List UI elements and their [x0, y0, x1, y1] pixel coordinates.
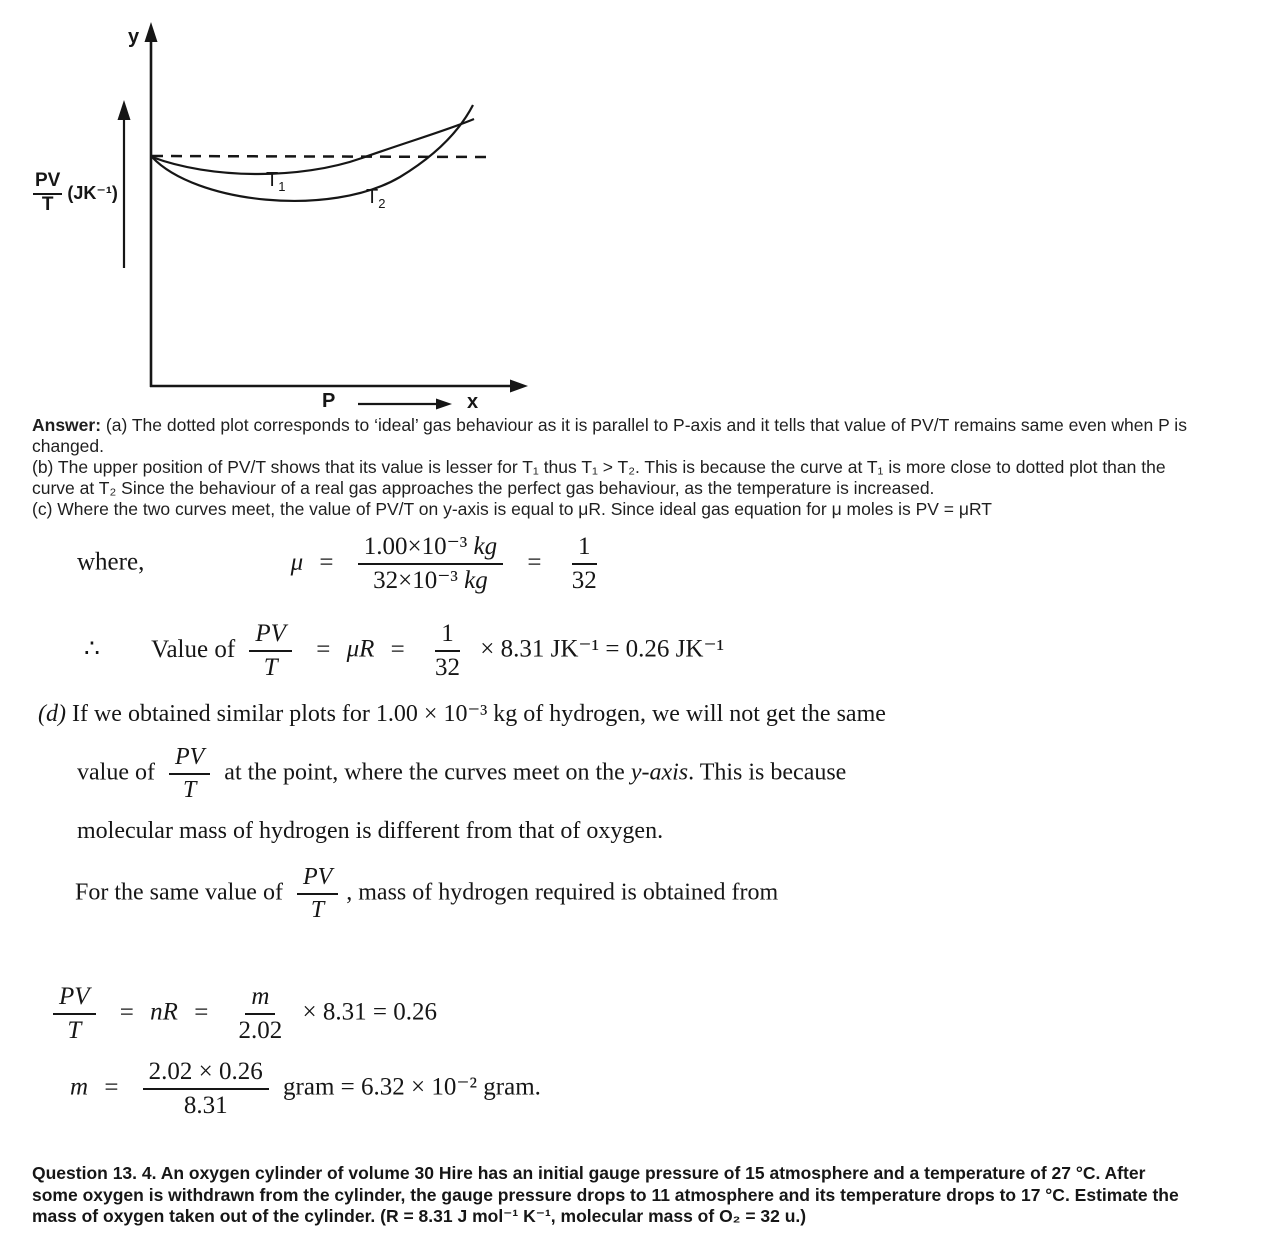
pvt-arrowhead	[118, 100, 131, 120]
pvt-fraction: PV T	[35, 170, 61, 215]
answer-label: Answer:	[32, 415, 102, 435]
ideal-gas-dashed-line	[152, 156, 490, 157]
paragraph-d-line3: molecular mass of hydrogen is different from that of oxygen.	[77, 818, 664, 844]
curve-t2-label: $T_2$	[366, 186, 386, 211]
y-axis-word: y-axis	[630, 759, 689, 786]
pvt-axis-unit-label: PV T (JK⁻¹)	[35, 170, 118, 215]
pressure-axis-label: P	[322, 390, 336, 412]
mass-result-text: gram = 6.32 × 10⁻² gram.	[283, 1073, 541, 1101]
pv-over-t-fraction: $\frac{PV}{T}$	[169, 744, 210, 804]
answer-line: curve at T₂ Since the behaviour of a real gas approaches the perfect gas behaviour, as the temperature is increased.	[32, 478, 935, 498]
mu-r-symbol: μR	[346, 635, 375, 663]
formula-mu-row: where, μ = $\frac{\text{1.00×10⁻³ kg}}{\text{32×10⁻³ kg}}$ = $\frac{1}{32}$	[77, 533, 611, 595]
curve-t2	[152, 105, 473, 201]
answer-line: Answer: (a) The dotted plot corresponds to ‘ideal’ gas behaviour as it is parallel to P-axis and it tells that value of PV/T remains same even when P is	[32, 415, 1187, 435]
p-arrowhead	[436, 399, 452, 410]
mass-ratio-fraction: $\frac{\text{1.00×10⁻³ kg}}{\text{32×10⁻³ kg}}$	[358, 533, 503, 595]
m-symbol: m	[70, 1073, 89, 1101]
pvt-graph-figure	[0, 0, 560, 415]
formula-nr-row: $\frac{PV}{T}$ = nR = $\frac{m}{2.02}$ × 8.31 = 0.26	[45, 983, 437, 1045]
paragraph-same-value: For the same value of $\frac{PV}{T}$ , mass of hydrogen required is obtained from	[75, 864, 779, 923]
answer-paragraph	[32, 415, 1187, 520]
where-text: where,	[77, 548, 145, 576]
y-axis-arrowhead	[145, 22, 158, 42]
nr-result-text: × 8.31 = 0.26	[302, 998, 437, 1026]
question-line: Question 13. 4. An oxygen cylinder of volume 30 Hire has an initial gauge pressure of 15 atmosphere and a temperature of 27 °C. After	[32, 1163, 1146, 1183]
pv-over-t-fraction: $\frac{PV}{T}$	[249, 620, 292, 682]
paragraph-d-line1: (d) If we obtained similar plots for 1.00 × 10⁻³ kg of hydrogen, we will not get the same	[38, 701, 886, 727]
therefore-symbol: ∴	[84, 635, 100, 663]
answer-line: (b) The upper position of PV/T shows that its value is lesser for T₁ thus T₁ > T₂. This is because the curve at T₁ is more close to dotted plot than the	[32, 457, 1166, 477]
question-paragraph	[32, 1163, 1179, 1228]
pv-over-t-fraction: $\frac{PV}{T}$	[297, 864, 338, 924]
one-over-32-fraction: $\frac{1}{32}$	[435, 620, 460, 681]
mu-symbol: μ	[290, 548, 304, 576]
d-label: (d)	[38, 701, 66, 727]
y-axis-letter-label: y	[128, 26, 140, 48]
m-over-202-fraction: $\frac{m}{2.02}$	[238, 983, 283, 1044]
value-result-text: × 8.31 JK⁻¹ = 0.26 JK⁻¹	[480, 635, 725, 663]
curve-t1	[152, 119, 474, 174]
x-axis-arrowhead	[510, 380, 528, 393]
x-axis-letter-label: x	[467, 391, 479, 413]
formula-mass-row: m = $\frac{2.02 \times 0.26}{8.31}$ gram = 6.32 × 10⁻² gram.	[70, 1058, 541, 1119]
n-r-symbol: nR	[150, 998, 178, 1026]
question-line: some oxygen is withdrawn from the cylinder, the gauge pressure drops to 11 atmosphere and its temperature drops to 17 °C. Estimate the	[32, 1184, 1179, 1205]
answer-line: (c) Where the two curves meet, the value of PV/T on y-axis is equal to μR. Since ideal gas equation for μ moles is PV = μRT	[32, 499, 992, 519]
formula-value-row: ∴ Value of $\frac{PV}{T}$ = μR = $\frac{1}{32}$ × 8.31 JK⁻¹ = 0.26 JK⁻¹	[84, 620, 725, 681]
value-of-text: Value of	[151, 635, 236, 663]
curve-t1-label: $T_1$	[266, 169, 286, 194]
answer-line: changed.	[32, 436, 105, 456]
paragraph-d-line2: value of $\frac{PV}{T}$ at the point, where the curves meet on the y-axis. This is because	[77, 744, 847, 803]
pv-over-t-fraction: $\frac{PV}{T}$	[53, 983, 96, 1045]
one-over-32-fraction: $\frac{1}{32}$	[571, 533, 597, 594]
mass-calc-fraction: $\frac{2.02 \times 0.26}{8.31}$	[143, 1058, 269, 1120]
question-line: mass of oxygen taken out of the cylinder. (R = 8.31 J mol⁻¹ K⁻¹, molecular mass of O₂ = 32 u.)	[32, 1206, 807, 1226]
